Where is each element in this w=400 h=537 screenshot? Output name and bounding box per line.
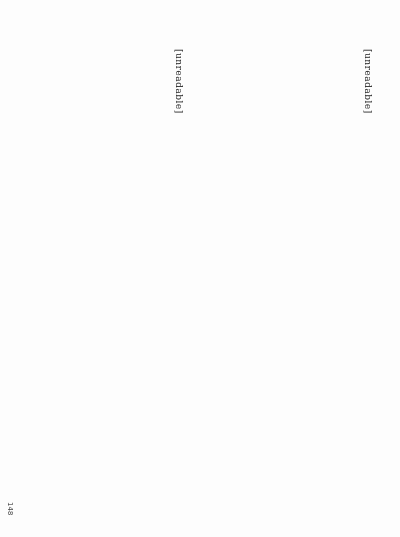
column-gutter <box>199 60 200 470</box>
page-number: 148 <box>6 501 14 515</box>
paragraph: [unreadable] <box>173 49 183 114</box>
right-text-column <box>209 40 374 495</box>
paragraph: [unreadable] <box>362 49 372 114</box>
left-text-column <box>20 40 185 495</box>
